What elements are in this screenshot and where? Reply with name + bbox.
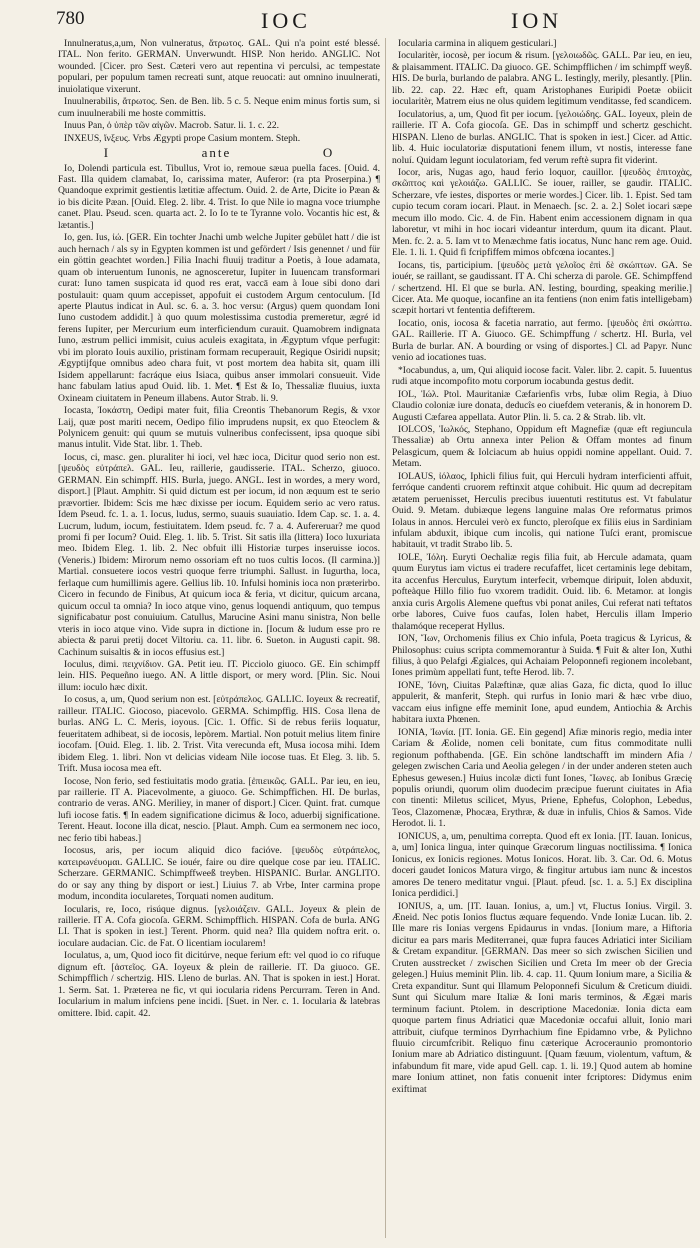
- right-column: [392, 38, 692, 1238]
- entry: Iocus, ci, masc. gen. pluraliter hi ioci, vel hæc ioca, Dicitur quod serio non est. [ψευδὸς εὐτράπελ. GAL. Ieu, raillerie, gaudisserie. ITAL. Scherzo, giuoco. GERMAN. Ein schimpff. HIS. Burla, juego. ANGL. Iest in wordes, a mery word, disport.] [Plaut. Amphitr. Si quid dictum est per iocum, id non æquum est te serio prævortier. Ibidem: Scis me hæc dixisse per iocum. Equidem serio ac vero ratus. Idem Pseud. fc. 1. a. 1. Iocus, ludus, sermo, suauis suauiatio. Idem Cap. sc. 1. a. 4. Lucrum, ludum, iocum, festiuitatem. Idem pseud. fc. 7 a. 4. Aufereruar? me quod promi fi per Iocum? Ouid. Eleg. 1. lib. 5. Trist. Sit satis illa (littera) Ioco luxuriata meo. Ibidem Eleg. 1. lib. 2. Nec obfuit illi Historiæ turpes inseruisse iocos. (Veneris.) Ibidem: Mirorum nemo ossoriam eft no tuos cultis Iocos. (Il carmina.)] Martial. consuetere iocos vestri quoque ferre triumphi. Sallust. in Iugurtha, loca, ferlaque cum humillimis agere. Gellius lib. 10. Infulsi hominis ioca non præterirbo. Cicero in fecundo de Finibus, At quicum ioca & feria, vt dicitur, quicum arcana, quicum occul ta omnia? In ioco atque vino, genus loquendi antiquum, quo tempus significabatur post conuiuium. Catullus, Marucine Asini manu sinistra, Non belle vteris in ioco atque vino. Vide supra in dictione in. [Iocum & ludum esse pro re abiecta & parui pretij docet Viltoriu. ca. 11. libr. 6. Sueton. in Augusti capit. 98. Cachinum suisaltis & in iocos effusius est.]: [58, 451, 380, 658]
- column-divider: [385, 38, 386, 1238]
- entry: IOLAUS, ἰόλαος, Iphicli filius fuit, qui Herculi hydram interficienti affuit, ferróque candenti cruorem reftinxit atque cohibuit. Hic quum ad decrepitam ætatem peruenisset, Herculis precibus iuuentuti restitutus est. Vt fabulatur Ouid. 9. Metam. dubiæque legens languine malas Ore reformatus primos Iolaus in annos. Herculei verò ex functo, pleroſque ex filiis eius in Sardiniam infulam abduxit, ibique cum incolis, qui natione Tuſci erant, promiscue habitauit, vt tradit Strabo lib. 5.: [392, 470, 692, 551]
- entry: Iocatio, onis, iocosa & facetia narratio, aut fermo. [ψευδὸς ἐπὶ σκώπτω. GAL. Raillerie. IT A. Giuoco. GE. Schimpffung / schertz. HI. Burla, vel Burla de burlar. AN. A bourding or vsing of disportes.] Cl. ad Papyr. Nunc venio ad iocationes tuas.: [392, 317, 692, 364]
- entry: Iocans, tis, participium. [ψευδὸς μετὰ γελοῖος ἐπὶ δὲ σκώπτων. GA. Se iouér, se raillant, se gaudissant. IT A. Chi scherza di parole. GE. Schimpffend / schertzend. HI. El que se burla. AN. Iesting, bourding, speaking merilie.] Cicer. Ata. Me quoque, iocanfine an ita fentiens (non enim fatis intelligebam) scæpit hortari vt fententia defifterem.: [392, 259, 692, 317]
- entry: Iocose, Non ferio, sed festiuitatis modo gratia. [ἐπιεικῶς. GALL. Par ieu, en ieu, par raillerie. IT A. Piacevolmente, a giuoco. Ge. Schimpffichen. HI. De burlas, contrario de veras. ANG. Meriliey, in maner of disport.] Cicer. Quint. frat. cumque lufi iocose fatis. ¶ In eadem significatione dicimus & Ioco, aduerbij significatione. Terent. Heaut. Iocone illa dicat, nescio. [Plaut. Amph. Cum ea sermonem nec ioco, nec ferio tibi habeas.]: [58, 775, 380, 844]
- entry: Iocosus, aris, per iocum aliquid dico facióve. [ψευδὸς εὐτράπελος, κατειρωνέυομαι. GALLIC. Se iouér, faire ou dire quelque cose par ieu. ITALIC. Scherzare. GERMANIC. Schimpffweeß treyben. HISPANIC. Burlar. ANGLITO. do or say any thing by disport or iest.] Liuius 7. ab Vrbe, Inter carmina prope modum, incondita iocularetes, Torquati nomen auditum.: [58, 845, 380, 903]
- section-heading: [58, 145, 380, 161]
- entry: Iocor, aris, Nugas ago, haud ferio loquor, cauillor. [ψευδὸς ἐπιτοχὰς, σκῶπτος καὶ γελοιάζω. GALLIC. Se iouer, railler, se gaudir. ITALIC. Scherzare, vfe iestes, disportes or merie wordes.] Cicer. lib. 1. Epist. Sed tam cupio tecum coram iocari. Plaut. in Menaech. [sc. 2. a. 2.] Solet iocari sæpe mecum illo modo. Cic. 4. de Fin. Habent enim accessionem dignam in qua laboretur, vt mihi in hoc iocari videantur interdum, quum ita dicant. Plaut. Men. fc. 2. a. 5. Iam vt to Menæchme fatis iocatus, Nunc hanc rem age. Ouid. Ele. 1. li. 1. Quid fi fcripfiffem mimos obfcœna iocantes.]: [392, 166, 692, 259]
- entry: Ioculatus, a, um, Quod ioco fit dicitúrve, neque ferium eft: vel quod io co rifuque dignum eft. [ἀστεῖος. GA. Ioyeux & plein de raillerie. IT. Da giuoco. GE. Schimpfflich / schertzig. HIS. Lleno de burlas. AN. That is spoken in iest.] Horat. 1. Serm. Sat. 1. Præterea ne fic, vt qui iocularia ridens Percurram. Teren in And. Iocularium in malum infciens pene incidi. [Suet. in Ner. c. 1. Iocularia & latebras omittere. Ibid. capit. 42.: [58, 950, 380, 1019]
- entry: IOLE, Ἰόλη. Euryti Oechaliæ regis filia fuit, ab Hercule adamata, quam quum Eurytus iam victus ei tradere recufaffet, licet certaminis lege debitam, ita accenfus Herculus, Eurytum interfecit, vrbemque diripuit, Iolen abduxit, pofteàque Hillo filio fuo vxorem tradidit. Ouid. lib. 6. Metamor. at longis anxia curis Argolis Alemene queftus vbi ponat aniles, Cui referat nati teftatos orbe labores, Cuive fuos caufas, Iolen habet, Herculis illam Imperio thalamóque receperat Hyllus.: [392, 551, 692, 632]
- page-number: 780: [56, 8, 85, 29]
- entry: Ioculus, dimi. πειχνίδιον. GA. Petit ieu. IT. Picciolo giuoco. GE. Ein schimpff lein. HIS. Pequeñno iuego. AN. A little disport, or mery word. [Plin. Sic. Noui illum: ioculo hæc dixit.: [58, 659, 380, 693]
- running-head-left: IOC: [261, 8, 311, 33]
- section-heading-letter: O: [322, 145, 335, 161]
- entry: Iocularia carmina in aliquem gesticulari.]: [398, 38, 557, 49]
- entry: *Iocabundus, a, um, Qui aliquid iocose facit. Valer. libr. 2. capit. 5. Iuuentus rudi atque incompofito motu corporum iocabunda gestus dedit.: [392, 364, 692, 388]
- entry: IONE, Ἰόνη, Ciuitas Palæftinæ, quæ alias Gaza, fic dicta, quod Io illuc appulerit, & manferit, Steph. qui rurfus in Ionio mari & hæc vrbe diuo, vaccam eius infigne effe meminit Ione, apud eundem, Antiochia & Archis habitara iuxta Phœnen.: [392, 679, 692, 726]
- entry: Iocularis, re, Ioco, risúque dignus. [γελοιάζειν. GALL. Joyeux & plein de raillerie. IT A. Cofa giocoſa. GERM. Schimpfflich. HISPAN. Cofa de burla. ANG LI. That is spoken in iest.] Terent. Phorm. quid nea? Illa quidem noftra erit. o. ioculare audacian. Cic. de Fat. O licentiam iocularem!: [58, 903, 380, 949]
- section-heading-word: ante: [201, 145, 232, 161]
- entry: IOLCOS, Ἰωλκός, Stephano, Oppidum eft Magnefiæ (quæ eft regiuncula Thessaliæ) ab Ortu annexa inter Pelion & Offam montes ad finum Pelasgicum, quem & Iolciacum ab huius oppidi nomine appellant. Ouid. 7. Metam.: [392, 423, 692, 470]
- entry: Inuus Pan, ὁ ὑπὲρ τῶν αἰγῶν. Macrob. Satur. li. 1. c. 22.: [64, 120, 280, 132]
- entry: Inuulnerabilis, ἄτρωτος. Sen. de Ben. lib. 5 c. 5. Neque enim minus fortis sum, si cum inuulnerabili me hoste committis.: [58, 96, 380, 119]
- entry: IONIA, Ἰωνία. [IT. Ionia. GE. Ein gegend] Afiæ minoris regio, media inter Cariam & Æolide, nomen celi bonitate, cum fitus commoditate nulli regionum pofthabenda. [GE. Ein schöne landtschafft im mindern Afia / gelegen zwischen Caria und Aeolia gelegen / in der under anderen steten auch Ephesus gewesen.] Huius incolæ dicti funt Iones, Ἴωνες. ab Ionibus Græcię populis oriundi, quorum olim duodecim præcipue fuerunt ciuitates in Afia con tinenti: Miletus scilicet, Myus, Priene, Ephefus, Colophon, Lebedus, Teos, Clazomenæ, Phocæa, Erythræ, & duæ in infulis, Chios & Samos. Vide Herodot. li. 1.: [392, 726, 692, 830]
- entry: Iocasta, Ἰοκάστη, Oedipi mater fuit, filia Creontis Thebanorum Regis, & vxor Laij, quæ post mariti necem, Oedipo filio imprudens nupsit, ex quo Eteoclem & Polynicem genuit: qui quum se mutuis vulneribus confecissent, ipsa quoque sibi manus intulit. Vide Stat. libr. 1. Theb.: [58, 405, 380, 451]
- entry: IONIUS, a, um. [IT. Iauan. Ionius, a, um.] vt, Fluctus Ionius. Virgil. 3. Æneid. Nec potis Ionios fluctus æquare fequendo. Vnde Ioniæ Lucan. lib. 2. Ille mare ris Ionias vergens Epidaurus in vndas. [Ionium mare, a Hiftoria dicitur ea pars maris Mediterranei, quæ fupra fauces Adriatici inter Siciliam & Cretam expanditur. [GERMAN. Das meer so sich zwischen Sicilien und Cruten ausstrecket / zwischen Sicilien und Creta Im meer ob der Grecia gelegen.] Huius meminit Plin. lib. 4. cap. 11. Quum Ionium mare, a Sicilia & Creta expanditur. Sunt qui Illamum Peloponnefi Siculum & Creticum diuidi. Sunt qui Siculum mare Italiæ & Ioni maris terminos, & Ægæi maris terminum faciunt. Ptolem. in descriptione Macedoniæ. Ionia dicta eam quoque partem finus Adriatici quæ Macedoniæ occafui alluit, Ionio mari attribuit, ciufque terminos Dyrrhachium fine Epidamno vrbe, & Pylichno fluuio circumfcribit. Reliquo finu cæterique Acroceraunio promontorio Ionium mare ab Adriatico distinguunt. [Quam fæuum, violentum, vaftum, & infabundum fit mare, vide apud Gell. cap. 1. li. 19.] Quod autem ab homine mare Ionium attinet, non fatis conuenit inter fcriptores: Didymus enim exiftimat: [392, 900, 692, 1095]
- section-heading-letter: I: [103, 145, 111, 161]
- left-column: [58, 38, 380, 1238]
- entry: IOL, Ἰώλ. Ptol. Mauritaniæ Cæfarienfis vrbs, Iubæ olim Regia, à Diuo Claudio coloniæ iure donata, deducîs eo ciuefdem veteranis, & in honorem D. Augusti Cæfarea appellata. Autor Plin. li. 5. ca. 2 & Strab. lib. vlt.: [392, 388, 692, 423]
- entry: Io, gen. Ius, ἰώ. [GER. Ein tochter Jnachi umb welche Jupiter gebület hatt / die ist auch hernach / als sy in Egypten kommen ist und gefördert / Isis genennet / und für ein göttin geachtet worden.] Filia Inachi fluuij traditur a Poetis, à Ioue adamata, quam ob interuentum Iunonis, ne agnosceretur, Iupiter in Iuuencam transformari curat: Iuno tamen suspicata id quod res erat, vaccā eam à Ioue sibi dono dari postulauit: quam quum accepisset, appofuit ei custodem Argum centoculum. [Id aperte Plautus indicat in Aul. sc. 6. a. 3. hoc versu: (Argus) quem quondam Ioni Iuno custodem addidit.] à quo quum molestissima custodia premeretur, ægré id ferens Iupiter, per Mercurium eum interficiendum curauit. Quamobrem indignata Iuno, æstrum pellici immisit, cuius aculeis exagitata, in Ægyptum vfque perfugit: vbi im plorato Iouis auxilio, pristinam formam recuperauit, Regique Osiridi nupsit; Ægyptijfque omnibus adeo chara fuit, vt post mortem dea habita sit, quam illi Isidem appellarunt: facráque eius Isiaca, quibus anser immolari consueuit. Vide hanc fabulam latius apud Ouid. lib. 1. Met. ¶ Est & Io, Thessaliæ fluuius, iuxta Oxineam ciuitatem in Peneum illabens. Autor Strab. li. 9.: [58, 232, 380, 404]
- running-head-right: ION: [511, 8, 563, 33]
- entry: Io, Dolendi particula est. Tibullus, Vrot io, remoue sæua puella faces. [Ouid. 4. Fast. Illa quidem clamabat, Io, carissima mater, Auferor: (ra pta Proserpina.) ¶ Quandoque exprimit gestientis lætitiæ affectum. Ouid. 2. de Arte, Dicite io Pæan & io bis dicite Pæan. [Ouid. Eleg. 2. libr. 4. Trist. Io que Nile io magna voce triumphe canet. Plau. Pseud. scen. quarta act. 2. Io Io te te Tyranne volo. Vocantis hic est, & lætantis.]: [58, 162, 380, 231]
- entry: INXEUS, ἴνξευς. Vrbs Ægypti prope Casium montem. Steph.: [64, 132, 301, 144]
- entry: Iocularitèr, iocosè, per iocum & risum. [γελοιωδῶς. GALL. Par ieu, en ieu, & plaisamment. ITALIC. Da giuoco. GE. Schimpfflichen / im schimpff weyß. HIS. De burla, burlando de palabra. ANG L. Iestingly, merily, plesantly. [Plin. lib. 22. cap. 22. Hæc eft, quam Aristophanes Euripidi Poetæ obiicit iocularitèr, Matrem eius ne olus quidem legitimum venditasse, fed scandicem.: [392, 50, 692, 108]
- entry: IONICUS, a, um, penultima correpta. Quod eft ex Ionia. [IT. Iauan. Ionicus, a, um] Ionica lingua, inter quinque Græcorum linguas noctilissima. ¶ Ionica Ionicus, ex Ionicis regiones. Motus Ionicos. Horat. lib. 3. Car. Od. 6. Motus doceri gaudet Ionicos Matura virgo, & fingitur artubus iam nunc & incestos amores De tenero meditatur vngui. [Plaut. pfeud. [sc. 1. a. 5.] Ex disciplina Ionica perdidici.]: [392, 830, 692, 900]
- entry: Ioculatorius, a, um, Quod fit per iocum. [γελοιώδης. GAL. Ioyeux, plein de raillerie. IT A. Cofa giocoſa. GE. Das in schimpff und schertz geschicht. HISPAN. Lleno de burlas. ANGLIC. That is spoken in iest.] Cicer. ad Attic. lib. 4. Huic ioculatoriæ disputationi fenem illum, vt nostis, interesse fane noluí. Quidam legunt ioculatoriam, fed verum reftè supra fit viderint.: [392, 108, 692, 166]
- page-header: [56, 8, 680, 34]
- entry: Innulneratus,a,um, Non vulneratus, ἄτρωτος. GAL. Qui n'a point esté blessé. ITAL. Non ferito. GERMAN. Unverwundt. HISP. Non herido. ANGLIC. Not wounded. [Cicer. pro Sest. Cæteri vero aut repentina vi perculsi, ac tempestate populari, per populum tamen recreati sunt, atque reuocati: aut omnino inuulnerati, inuiolatique vixerunt.: [58, 38, 380, 95]
- entry: ION, Ἴων, Orchomenis filius ex Chio infula, Poeta tragicus & Lyricus, & Philosophus: cuius scripta commemorantur à Suida. ¶ Fuit & alter Ion, Xuthi filius, à quo Pelafgi Ægialces, qui Achaiam Peloponnefi regionem incolebant, Iones primùm appellati funt, tefte Herod. lib. 7.: [392, 633, 692, 679]
- entry: Io cosus, a, um, Quod serium non est. [εὐτράπελος. GALLIC. Ioyeux & recreatif, railleur. ITALIC. Giocoso, piacevolo. GERMA. Schimpffig. HIS. Cosa llena de burlas. ANG L. C. Meris, ioyous. [Cic. 1. Offic. Si de rebus feriis loquatur, feueritatem adhibeat, si de iocosis, lepòrem. Martial. Non potuit melius litem finire iocofam. [Ouid. Eleg. 1. lib. 2. Trist. Vita verecunda eft, Musa iocosa mihi. Idem ibidem Eleg. 1. libri. Non vt delicias videam Nile iocose tuas. Et Eleg. 3. lib. 5. Trift. Musa iocosa mea eft.: [58, 694, 380, 775]
